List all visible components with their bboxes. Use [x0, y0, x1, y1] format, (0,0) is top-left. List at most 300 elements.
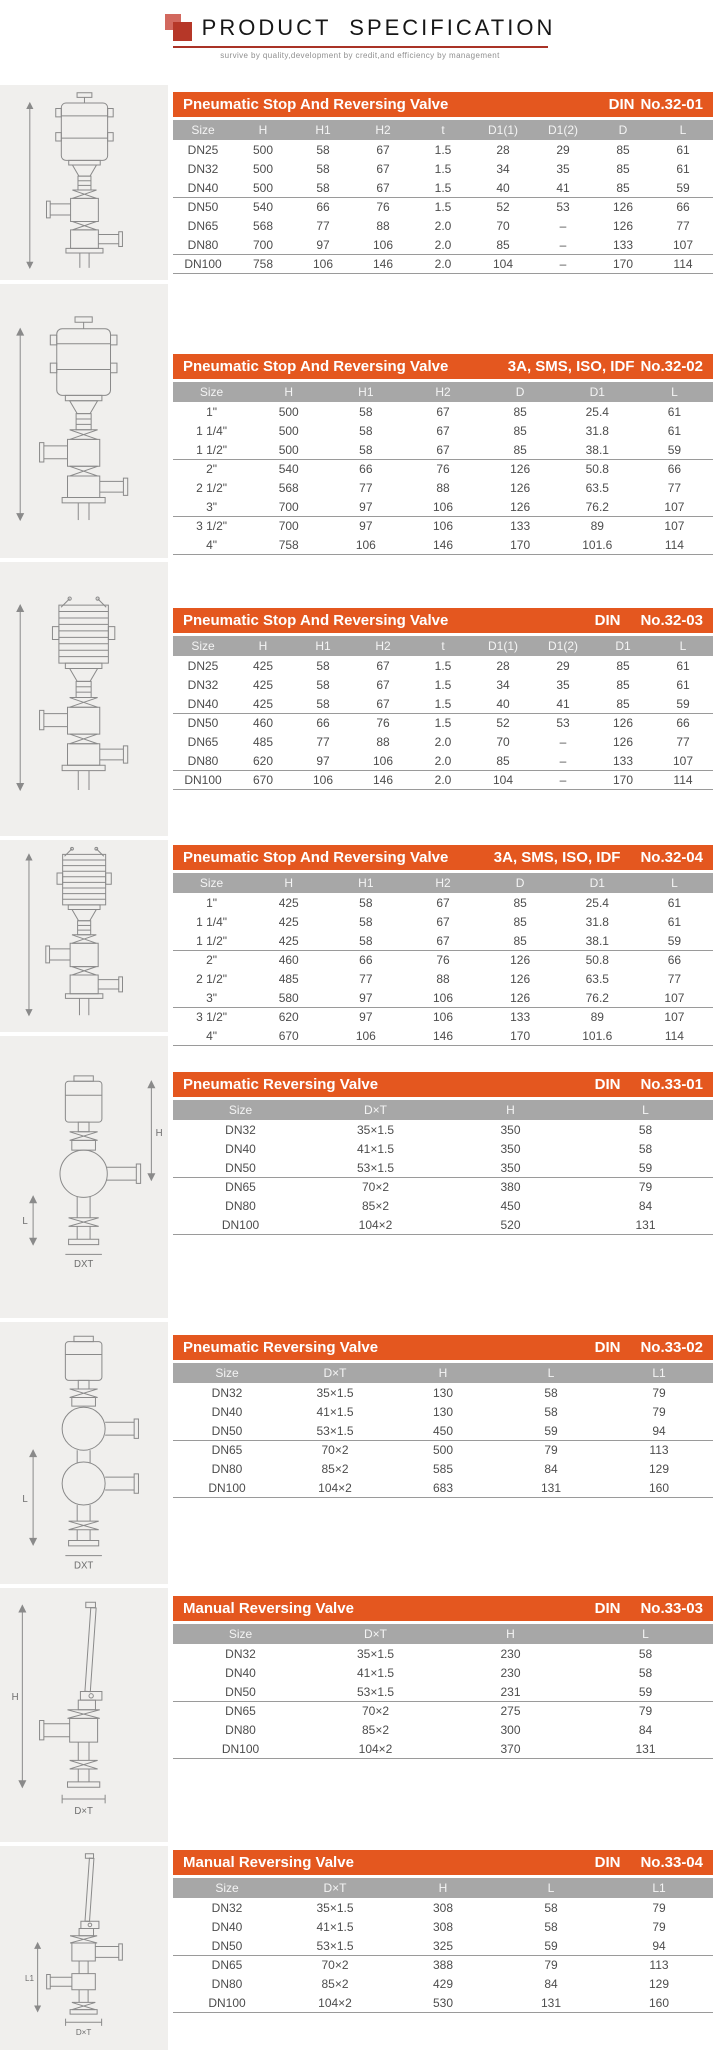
section-33-02 [0, 1322, 720, 1584]
table-cell: 126 [510, 480, 531, 495]
table-cell: 758 [252, 257, 274, 271]
standard-badge [609, 96, 703, 113]
pneumatic-stop-valve-welded-diagram [14, 845, 154, 1027]
column-header: D1(1) [487, 123, 518, 137]
table-cell: 76 [436, 953, 450, 967]
table-cell: 35×1.5 [356, 1646, 395, 1661]
table-cell: 670 [252, 773, 274, 787]
table-cell: 146 [372, 257, 394, 271]
table-cell: 97 [316, 237, 330, 252]
table-row [173, 159, 713, 178]
table-cell: 106 [312, 773, 334, 787]
table-header-row [173, 1624, 713, 1644]
table-cell: 107 [664, 519, 685, 533]
table-cell: 3 1/2" [196, 1010, 228, 1024]
table-cell: DN80 [225, 1198, 256, 1213]
standard-number: No.33-02 [640, 1339, 703, 1356]
table-cell: 77 [359, 480, 373, 495]
table-title: Pneumatic Stop And Reversing Valve [183, 358, 449, 375]
table-title-bar [173, 1850, 713, 1875]
table-row [173, 931, 713, 950]
table-title-bar [173, 845, 713, 870]
table-cell: 67 [436, 914, 450, 929]
table-cell: DN40 [187, 180, 219, 195]
table-cell: 2" [206, 462, 218, 476]
table-cell: 28 [496, 142, 510, 157]
table-row [173, 1682, 713, 1701]
table-cell: DN40 [225, 1665, 256, 1680]
table-cell: 460 [278, 953, 299, 967]
table-cell: 700 [278, 499, 299, 514]
table-cell: DN65 [187, 734, 219, 749]
table-cell: DN100 [208, 1995, 246, 2010]
table-cell: 450 [432, 1423, 454, 1438]
column-header: Size [228, 1627, 253, 1641]
drawing-panel [0, 85, 168, 280]
table-cell: 131 [540, 1480, 562, 1495]
table-cell: DN100 [184, 257, 222, 271]
table-cell: 85 [513, 404, 527, 419]
table-cell: 70 [496, 218, 510, 233]
table-row [173, 1478, 713, 1497]
table-cell: DN80 [211, 1461, 243, 1476]
table-cell: 79 [652, 1900, 666, 1915]
table-row [173, 235, 713, 254]
table-cell: 66 [359, 462, 373, 476]
table-cell: 2 1/2" [196, 480, 228, 495]
table-cell: 106 [432, 499, 453, 514]
table-cell: 425 [252, 658, 274, 673]
table-cell: 126 [612, 716, 634, 730]
column-header: H1 [358, 876, 374, 890]
table-row [173, 675, 713, 694]
standard-label: DIN [594, 1600, 621, 1617]
standard-badge [595, 1076, 703, 1093]
table-cell: DN25 [187, 658, 219, 673]
table-cell: 2.0 [434, 257, 452, 271]
table-row [173, 988, 713, 1007]
column-header: D1(2) [547, 123, 578, 137]
standard-badge [595, 1339, 703, 1356]
table-cell: 1.5 [434, 161, 452, 176]
table-cell: DN50 [225, 1684, 256, 1699]
table-row [173, 751, 713, 770]
table-row [173, 402, 713, 421]
drawing-panel [0, 1036, 168, 1318]
table-body [173, 1383, 713, 1498]
table-body [173, 893, 713, 1046]
column-header: H [284, 385, 294, 399]
table-cell: 59 [544, 1938, 558, 1953]
dimension-label-h: H [156, 1128, 164, 1140]
column-header: H1 [315, 123, 331, 137]
table-cell: 97 [359, 499, 373, 514]
table-cell: 67 [376, 161, 390, 176]
table-cell: 59 [667, 442, 682, 457]
table-cell: 126 [510, 953, 531, 967]
manual-reversing-valve-diagram [3, 1594, 164, 1835]
table-cell: 700 [252, 237, 274, 252]
table-cell: 77 [667, 971, 682, 986]
table-cell: DN100 [221, 1217, 260, 1232]
table-body [173, 140, 713, 274]
spec-table [173, 354, 713, 555]
table-row [173, 713, 713, 732]
column-header: H1 [358, 385, 374, 399]
table-cell: 88 [436, 480, 450, 495]
table-cell: 2.0 [434, 734, 452, 749]
table-cell: 500 [432, 1443, 454, 1457]
table-cell: 58 [544, 1404, 558, 1419]
table-cell: 52 [496, 200, 510, 214]
table-title-bar [173, 1596, 713, 1621]
table-cell: 67 [376, 142, 390, 157]
table-cell: 1.5 [434, 716, 452, 730]
table-cell: 67 [436, 442, 450, 457]
table-cell: 61 [667, 423, 682, 438]
table-cell: 53×1.5 [316, 1423, 354, 1438]
table-row [173, 535, 713, 554]
table-cell: 70×2 [361, 1180, 390, 1194]
table-cell: 1.5 [434, 180, 452, 195]
dimension-label-l: L [22, 1216, 29, 1228]
table-cell: 77 [676, 734, 690, 749]
table-cell: DN32 [225, 1122, 256, 1137]
table-cell: 450 [500, 1198, 521, 1213]
title-underline [173, 46, 548, 48]
table-cell: DN50 [187, 716, 219, 730]
table-cell: 97 [359, 1010, 373, 1024]
page-header [0, 0, 720, 85]
table-cell: 53×1.5 [316, 1938, 354, 1953]
table-cell: DN32 [211, 1385, 243, 1400]
table-cell: 58 [316, 677, 330, 692]
table-cell: 85 [616, 677, 630, 692]
table-cell: 34 [496, 677, 510, 692]
table-cell: 85×2 [321, 1976, 349, 1991]
table-cell: 76.2 [585, 990, 609, 1005]
standard-label: 3A, SMS, ISO, IDF [493, 849, 621, 866]
table-cell: 104×2 [358, 1741, 393, 1756]
table-cell: 67 [376, 677, 390, 692]
table-header-row [173, 873, 713, 893]
table-cell: 2" [206, 953, 218, 967]
table-cell: 146 [432, 1028, 453, 1043]
table-cell: 350 [500, 1160, 521, 1175]
column-header: Size [199, 876, 224, 890]
column-header: H [506, 1627, 515, 1641]
table-cell: DN65 [211, 1958, 243, 1972]
table-cell: 540 [252, 200, 274, 214]
table-cell: 85 [616, 696, 630, 711]
table-body [173, 1644, 713, 1759]
table-cell: 106 [372, 753, 394, 768]
section-33-04 [0, 1846, 720, 2050]
table-cell: 380 [500, 1180, 521, 1194]
section-32-04 [0, 840, 720, 1043]
table-cell: – [559, 237, 567, 252]
table-cell: 85 [616, 658, 630, 673]
table-cell: 485 [278, 971, 299, 986]
table-cell: 425 [252, 677, 274, 692]
table-cell: 85 [496, 753, 510, 768]
standard-badge [595, 612, 703, 629]
table-cell: 130 [432, 1404, 454, 1419]
table-cell: 61 [667, 914, 682, 929]
column-header: D×T [363, 1103, 387, 1117]
table-cell: 63.5 [585, 480, 609, 495]
table-cell: DN40 [187, 696, 219, 711]
table-row [173, 1720, 713, 1739]
table-cell: 104×2 [318, 1995, 352, 2010]
table-cell: 460 [252, 716, 274, 730]
table-row [173, 732, 713, 751]
standard-number: No.32-01 [640, 96, 703, 113]
table-cell: 106 [355, 537, 376, 552]
column-header: L [679, 123, 687, 137]
table-cell: 70 [496, 734, 510, 749]
table-cell: 77 [316, 734, 330, 749]
standard-number: No.32-03 [640, 612, 703, 629]
column-header: L1 [652, 1881, 666, 1895]
table-cell: 540 [278, 462, 299, 476]
table-cell: 500 [278, 442, 299, 457]
table-row [173, 459, 713, 478]
standard-label: DIN [594, 1339, 621, 1356]
table-cell: 85 [513, 423, 527, 438]
table-cell: 1.5 [434, 677, 452, 692]
standard-badge [508, 358, 703, 375]
table-cell: 126 [612, 734, 634, 749]
table-cell: 59 [544, 1423, 558, 1438]
column-header: H [258, 123, 268, 137]
table-cell: 325 [432, 1938, 454, 1953]
table-row [173, 969, 713, 988]
table-cell: 2.0 [434, 753, 452, 768]
table-cell: 53×1.5 [356, 1160, 395, 1175]
table-cell: – [559, 753, 567, 768]
table-cell: 85 [496, 237, 510, 252]
table-title: Pneumatic Reversing Valve [183, 1339, 379, 1356]
column-header: L [547, 1366, 555, 1380]
drawing-panel [0, 1588, 168, 1842]
table-body [173, 402, 713, 555]
table-cell: 67 [436, 404, 450, 419]
manual-reversing-valve-tall-diagram [16, 1851, 151, 2045]
spec-table [173, 845, 713, 1046]
standard-number: No.33-01 [640, 1076, 703, 1093]
table-cell: DN40 [211, 1404, 243, 1419]
standard-number: No.33-04 [640, 1854, 703, 1871]
table-cell: – [559, 734, 567, 749]
table-cell: 61 [676, 161, 690, 176]
table-cell: 58 [316, 696, 330, 711]
table-cell: 160 [648, 1480, 670, 1495]
table-cell: 126 [510, 462, 531, 476]
table-cell: 58 [638, 1141, 653, 1156]
pneumatic-stop-valve-diagram [3, 291, 164, 551]
table-header-row [173, 1100, 713, 1120]
table-cell: 41×1.5 [316, 1919, 354, 1934]
table-cell: 29 [556, 658, 570, 673]
table-cell: 66 [316, 716, 330, 730]
table-cell: 58 [638, 1665, 653, 1680]
column-header: L [679, 639, 687, 653]
table-cell: 1 1/2" [196, 933, 228, 948]
table-cell: 500 [252, 161, 274, 176]
table-cell: 35 [556, 161, 570, 176]
standard-label: DIN [608, 96, 635, 113]
table-cell: 107 [664, 499, 685, 514]
table-row [173, 1936, 713, 1955]
table-cell: 85 [616, 142, 630, 157]
table-row [173, 1196, 713, 1215]
section-33-01 [0, 1036, 720, 1318]
table-cell: DN40 [211, 1919, 243, 1934]
spec-table [173, 608, 713, 790]
table-cell: 485 [252, 734, 274, 749]
column-header: H2 [435, 385, 451, 399]
column-header: Size [191, 123, 215, 137]
table-cell: 170 [612, 257, 634, 271]
column-header: H [506, 1103, 515, 1117]
table-cell: 107 [664, 990, 685, 1005]
column-header: Size [191, 639, 215, 653]
table-cell: 106 [432, 519, 453, 533]
table-cell: 88 [376, 218, 390, 233]
standard-label: DIN [594, 1076, 621, 1093]
table-cell: 85 [616, 161, 630, 176]
table-cell: 53×1.5 [356, 1684, 395, 1699]
standard-badge [595, 1854, 703, 1871]
table-cell: 97 [359, 990, 373, 1005]
table-row [173, 1993, 713, 2012]
table-title: Pneumatic Stop And Reversing Valve [183, 612, 449, 629]
table-row [173, 1007, 713, 1026]
table-cell: 88 [436, 971, 450, 986]
table-cell: 146 [432, 537, 453, 552]
table-row [173, 893, 713, 912]
table-cell: 230 [500, 1646, 521, 1661]
table-cell: 500 [278, 423, 299, 438]
section-din-32-01 [0, 85, 720, 280]
table-cell: 670 [278, 1028, 299, 1043]
standard-number: No.33-03 [640, 1600, 703, 1617]
table-cell: 67 [436, 933, 450, 948]
table-cell: 50.8 [585, 462, 609, 476]
table-cell: 425 [278, 895, 299, 910]
table-cell: 97 [359, 519, 373, 533]
dimension-label-dxt: DXT [74, 1259, 94, 1271]
table-cell: 58 [359, 895, 373, 910]
table-cell: 66 [667, 953, 682, 967]
table-row [173, 516, 713, 535]
table-cell: 113 [649, 1958, 669, 1972]
table-title: Pneumatic Stop And Reversing Valve [183, 96, 449, 113]
table-cell: 41 [556, 180, 570, 195]
table-cell: 84 [544, 1461, 558, 1476]
table-cell: 35 [556, 677, 570, 692]
table-cell: 568 [278, 480, 299, 495]
table-cell: 126 [510, 499, 531, 514]
table-cell: 425 [278, 933, 299, 948]
table-cell: DN80 [225, 1722, 256, 1737]
table-cell: 58 [359, 933, 373, 948]
table-cell: DN65 [225, 1180, 256, 1194]
standard-badge [494, 849, 703, 866]
table-cell: 84 [544, 1976, 558, 1991]
table-cell: 41 [556, 696, 570, 711]
table-row [173, 1120, 713, 1139]
table-cell: 4" [206, 537, 218, 552]
table-cell: 61 [667, 895, 682, 910]
table-cell: 231 [500, 1684, 521, 1699]
column-header: H2 [375, 639, 391, 653]
table-cell: 58 [359, 914, 373, 929]
table-cell: 35×1.5 [356, 1122, 395, 1137]
table-cell: 59 [676, 696, 690, 711]
column-header: H [438, 1366, 448, 1380]
table-cell: 41×1.5 [316, 1404, 354, 1419]
table-cell: 94 [652, 1938, 666, 1953]
table-cell: DN80 [187, 237, 219, 252]
table-cell: 61 [676, 677, 690, 692]
table-cell: 77 [667, 480, 682, 495]
standard-number: No.32-04 [640, 849, 703, 866]
table-cell: 300 [500, 1722, 521, 1737]
table-cell: 97 [316, 753, 330, 768]
table-cell: 58 [359, 423, 373, 438]
column-header: D×T [323, 1881, 347, 1895]
spec-table [173, 1072, 713, 1235]
table-cell: – [559, 218, 567, 233]
table-cell: DN50 [225, 1160, 256, 1175]
table-row [173, 1158, 713, 1177]
standard-label: DIN [594, 612, 621, 629]
table-cell: 2.0 [434, 237, 452, 252]
drawing-panel [0, 1846, 168, 2050]
table-cell: 28 [496, 658, 510, 673]
table-cell: 106 [355, 1028, 376, 1043]
table-cell: 530 [432, 1995, 454, 2010]
table-cell: 1" [206, 895, 218, 910]
table-cell: 106 [432, 1010, 453, 1024]
table-cell: 114 [673, 773, 693, 787]
table-title-bar [173, 1072, 713, 1097]
dimension-label-l1: L1 [25, 1973, 35, 1983]
column-header: D1(1) [487, 639, 518, 653]
standard-badge [595, 1600, 703, 1617]
table-cell: DN65 [211, 1443, 243, 1457]
table-cell: 61 [676, 142, 690, 157]
table-cell: 79 [652, 1385, 666, 1400]
table-cell: 85 [513, 895, 527, 910]
table-row [173, 216, 713, 235]
table-row [173, 1177, 713, 1196]
column-header: D1(2) [547, 639, 578, 653]
table-row [173, 421, 713, 440]
table-cell: DN32 [225, 1646, 256, 1661]
table-row [173, 1383, 713, 1402]
table-row [173, 1644, 713, 1663]
table-cell: 4" [206, 1028, 218, 1043]
table-row [173, 497, 713, 516]
table-cell: 1.5 [434, 142, 452, 157]
table-cell: 59 [638, 1684, 653, 1699]
column-header: D [618, 123, 628, 137]
table-title-bar [173, 354, 713, 379]
table-title-bar [173, 92, 713, 117]
